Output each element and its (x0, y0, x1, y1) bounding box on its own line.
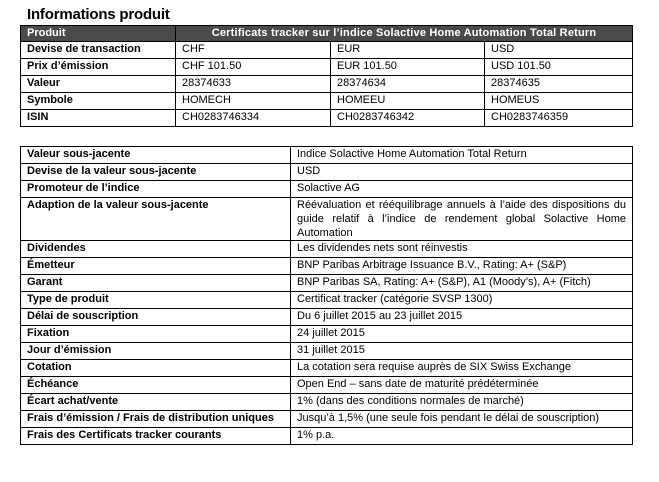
row-value: Indice Solactive Home Automation Total Return (291, 147, 633, 164)
row-value: BNP Paribas SA, Rating: A+ (S&P), A1 (Moody’s), A+ (Fitch) (291, 275, 633, 292)
cell-chf: CHF (176, 42, 331, 59)
cell-usd: USD (485, 42, 633, 59)
row-label: Adaption de la valeur sous-jacente (21, 198, 291, 241)
table-row (21, 76, 633, 93)
row-label: Jour d’émission (21, 343, 291, 360)
row-label: ISIN (21, 110, 176, 127)
row-value: Du 6 juillet 2015 au 23 juillet 2015 (291, 309, 633, 326)
row-value: 1% (dans des conditions normales de marché) (291, 394, 633, 411)
page-title: Informations produit (27, 6, 170, 23)
table-row (21, 309, 633, 326)
table-row (21, 394, 633, 411)
table-row (21, 93, 633, 110)
row-label: Devise de transaction (21, 42, 176, 59)
row-value: Open End – sans date de maturité prédéterminée (291, 377, 633, 394)
row-value: USD (291, 164, 633, 181)
cell-chf: CH0283746334 (176, 110, 331, 127)
row-value: Les dividendes nets sont réinvestis (291, 241, 633, 258)
row-value: 31 juillet 2015 (291, 343, 633, 360)
row-label: Écart achat/vente (21, 394, 291, 411)
row-value: Solactive AG (291, 181, 633, 198)
row-label: Émetteur (21, 258, 291, 275)
table-row (21, 275, 633, 292)
row-value: 1% p.a. (291, 428, 633, 445)
table-row (21, 181, 633, 198)
row-label: Type de produit (21, 292, 291, 309)
table-row (21, 147, 633, 164)
row-label: Valeur (21, 76, 176, 93)
cell-usd: HOMEUS (485, 93, 633, 110)
table-row (21, 198, 633, 241)
table-row (21, 292, 633, 309)
table-row (21, 110, 633, 127)
row-label: Dividendes (21, 241, 291, 258)
cell-usd: USD 101.50 (485, 59, 633, 76)
table-row (21, 164, 633, 181)
cell-chf: HOMECH (176, 93, 331, 110)
cell-usd: CH0283746359 (485, 110, 633, 127)
row-label: Garant (21, 275, 291, 292)
header-product-cell: Certificats tracker sur l’indice Solactive Home Automation Total Return (176, 26, 633, 42)
row-label: Symbole (21, 93, 176, 110)
row-label: Échéance (21, 377, 291, 394)
row-label: Fixation (21, 326, 291, 343)
cell-eur: EUR 101.50 (331, 59, 485, 76)
cell-chf: CHF 101.50 (176, 59, 331, 76)
cell-usd: 28374635 (485, 76, 633, 93)
row-value: La cotation sera requise auprès de SIX Swiss Exchange (291, 360, 633, 377)
table-row (21, 326, 633, 343)
table-row (21, 343, 633, 360)
row-value: Jusqu’à 1,5% (une seule fois pendant le délai de souscription) (291, 411, 633, 428)
cell-eur: EUR (331, 42, 485, 59)
header-label-cell: Produit (21, 26, 176, 42)
cell-eur: HOMEEU (331, 93, 485, 110)
product-details-table (20, 146, 633, 445)
table-header-row (21, 26, 633, 42)
cell-chf: 28374633 (176, 76, 331, 93)
table-row (21, 258, 633, 275)
row-label: Délai de souscription (21, 309, 291, 326)
table-row (21, 377, 633, 394)
row-label: Devise de la valeur sous-jacente (21, 164, 291, 181)
table-row (21, 59, 633, 76)
table-row (21, 411, 633, 428)
row-label: Valeur sous-jacente (21, 147, 291, 164)
row-label: Promoteur de l’indice (21, 181, 291, 198)
row-value: Réévaluation et rééquilibrage annuels à l’aide des dispositions du guide relatif à l’indice de rendement global Solactive Home Automation (291, 198, 633, 241)
table-row (21, 241, 633, 258)
cell-eur: 28374634 (331, 76, 485, 93)
table-row (21, 428, 633, 445)
product-info-table (20, 25, 633, 127)
table-row (21, 360, 633, 377)
row-label: Frais des Certificats tracker courants (21, 428, 291, 445)
table-row (21, 42, 633, 59)
row-value: BNP Paribas Arbitrage Issuance B.V., Rating: A+ (S&P) (291, 258, 633, 275)
row-label: Frais d’émission / Frais de distribution uniques (21, 411, 291, 428)
row-label: Prix d’émission (21, 59, 176, 76)
row-label: Cotation (21, 360, 291, 377)
row-value: Certificat tracker (catégorie SVSP 1300) (291, 292, 633, 309)
row-value: 24 juillet 2015 (291, 326, 633, 343)
cell-eur: CH0283746342 (331, 110, 485, 127)
